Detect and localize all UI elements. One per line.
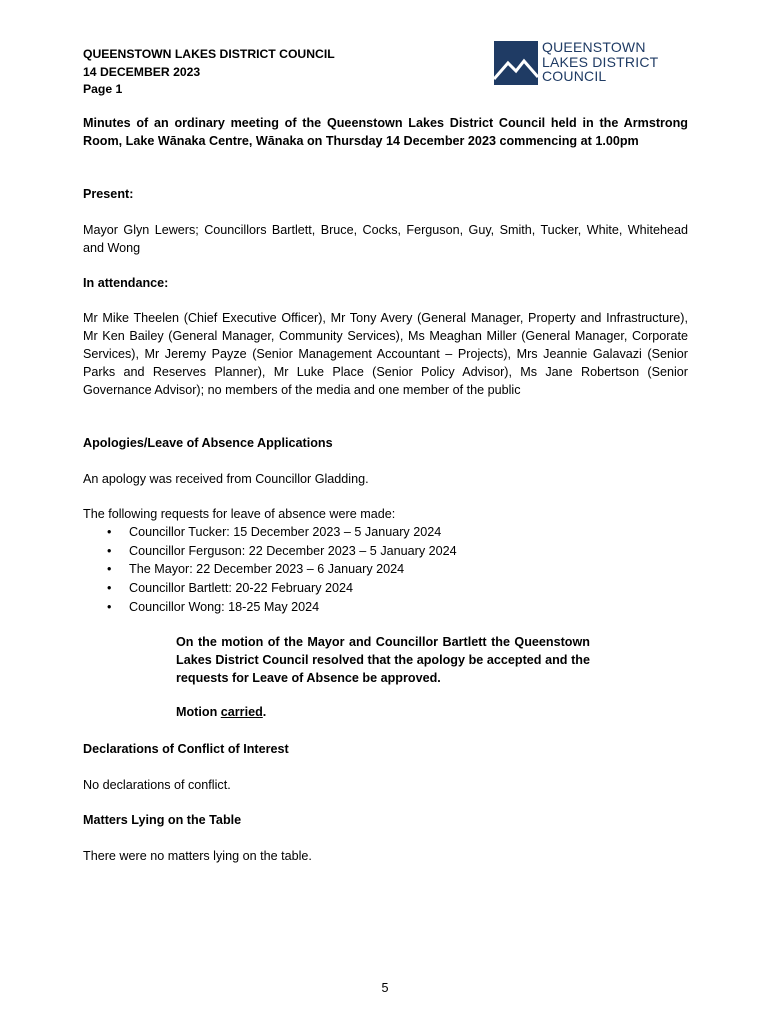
motion-suffix: . bbox=[262, 705, 267, 719]
leave-intro: The following requests for leave of absence were made: bbox=[83, 507, 396, 521]
present-text: Mayor Glyn Lewers; Councillors Bartlett, Bruce, Cocks, Ferguson, Guy, Smith, Tucker, White, Whitehead and Wong bbox=[83, 223, 688, 255]
list-item: • Councillor Ferguson: 22 December 2023 – 5 January 2024 bbox=[129, 542, 457, 561]
mountain-logo-icon bbox=[494, 41, 538, 85]
list-item: • Councillor Wong: 18-25 May 2024 bbox=[129, 598, 457, 617]
logo-line-1: QUEENSTOWN bbox=[542, 39, 646, 55]
motion-status bbox=[176, 705, 266, 719]
list-item: • Councillor Bartlett: 20-22 February 2024 bbox=[129, 579, 457, 598]
list-item: • Councillor Tucker: 15 December 2023 – 5 January 2024 bbox=[129, 523, 457, 542]
council-logo bbox=[494, 40, 694, 88]
meeting-date: 14 DECEMBER 2023 bbox=[83, 64, 201, 79]
logo-line-3: COUNCIL bbox=[542, 68, 607, 84]
conflict-text: No declarations of conflict. bbox=[83, 778, 231, 792]
matters-text: There were no matters lying on the table. bbox=[83, 849, 312, 863]
leave-requests-list bbox=[83, 523, 457, 617]
document-header bbox=[83, 46, 335, 99]
logo-wordmark bbox=[542, 40, 658, 84]
motion-carried: carried bbox=[220, 705, 263, 719]
matters-heading: Matters Lying on the Table bbox=[83, 813, 242, 827]
attendance-heading: In attendance: bbox=[83, 276, 169, 290]
page-label: Page 1 bbox=[83, 82, 123, 96]
apologies-heading: Apologies/Leave of Absence Applications bbox=[83, 436, 333, 450]
conflict-heading: Declarations of Conflict of Interest bbox=[83, 742, 289, 756]
page-number: 5 bbox=[381, 981, 389, 995]
meeting-intro: Minutes of an ordinary meeting of the Queenstown Lakes District Council held in the Armstrong Room, Lake Wānaka Centre, Wānaka on Thursday 14 December 2023 commencing at 1.00pm bbox=[83, 116, 688, 148]
council-name: QUEENSTOWN LAKES DISTRICT COUNCIL bbox=[83, 47, 335, 61]
list-item: • The Mayor: 22 December 2023 – 6 January 2024 bbox=[129, 560, 457, 579]
apologies-text: An apology was received from Councillor Gladding. bbox=[83, 472, 369, 486]
logo-line-2: LAKES DISTRICT bbox=[542, 53, 659, 70]
present-heading: Present: bbox=[83, 187, 134, 201]
resolution-text: On the motion of the Mayor and Councillor Bartlett the Queenstown Lakes District Council resolved that the apology be accepted and the requests for Leave of Absence be approved. bbox=[176, 635, 590, 685]
motion-prefix: Motion bbox=[176, 705, 221, 719]
attendance-text: Mr Mike Theelen (Chief Executive Officer), Mr Tony Avery (General Manager, Property and Infrastructure), Mr Ken Bailey (General Manager, Community Services), Ms Meaghan Miller (General Manager, Corporate Services), Mr Jeremy Payze (Senior Management Accountant – Projects), Mrs Jeannie Galavazi (Senior Parks and Reserves Planner), Mr Luke Place (Senior Policy Advisor), Ms Jane Robertson (Senior Governance Advisor); no members of the media and one member of the public bbox=[83, 311, 688, 397]
